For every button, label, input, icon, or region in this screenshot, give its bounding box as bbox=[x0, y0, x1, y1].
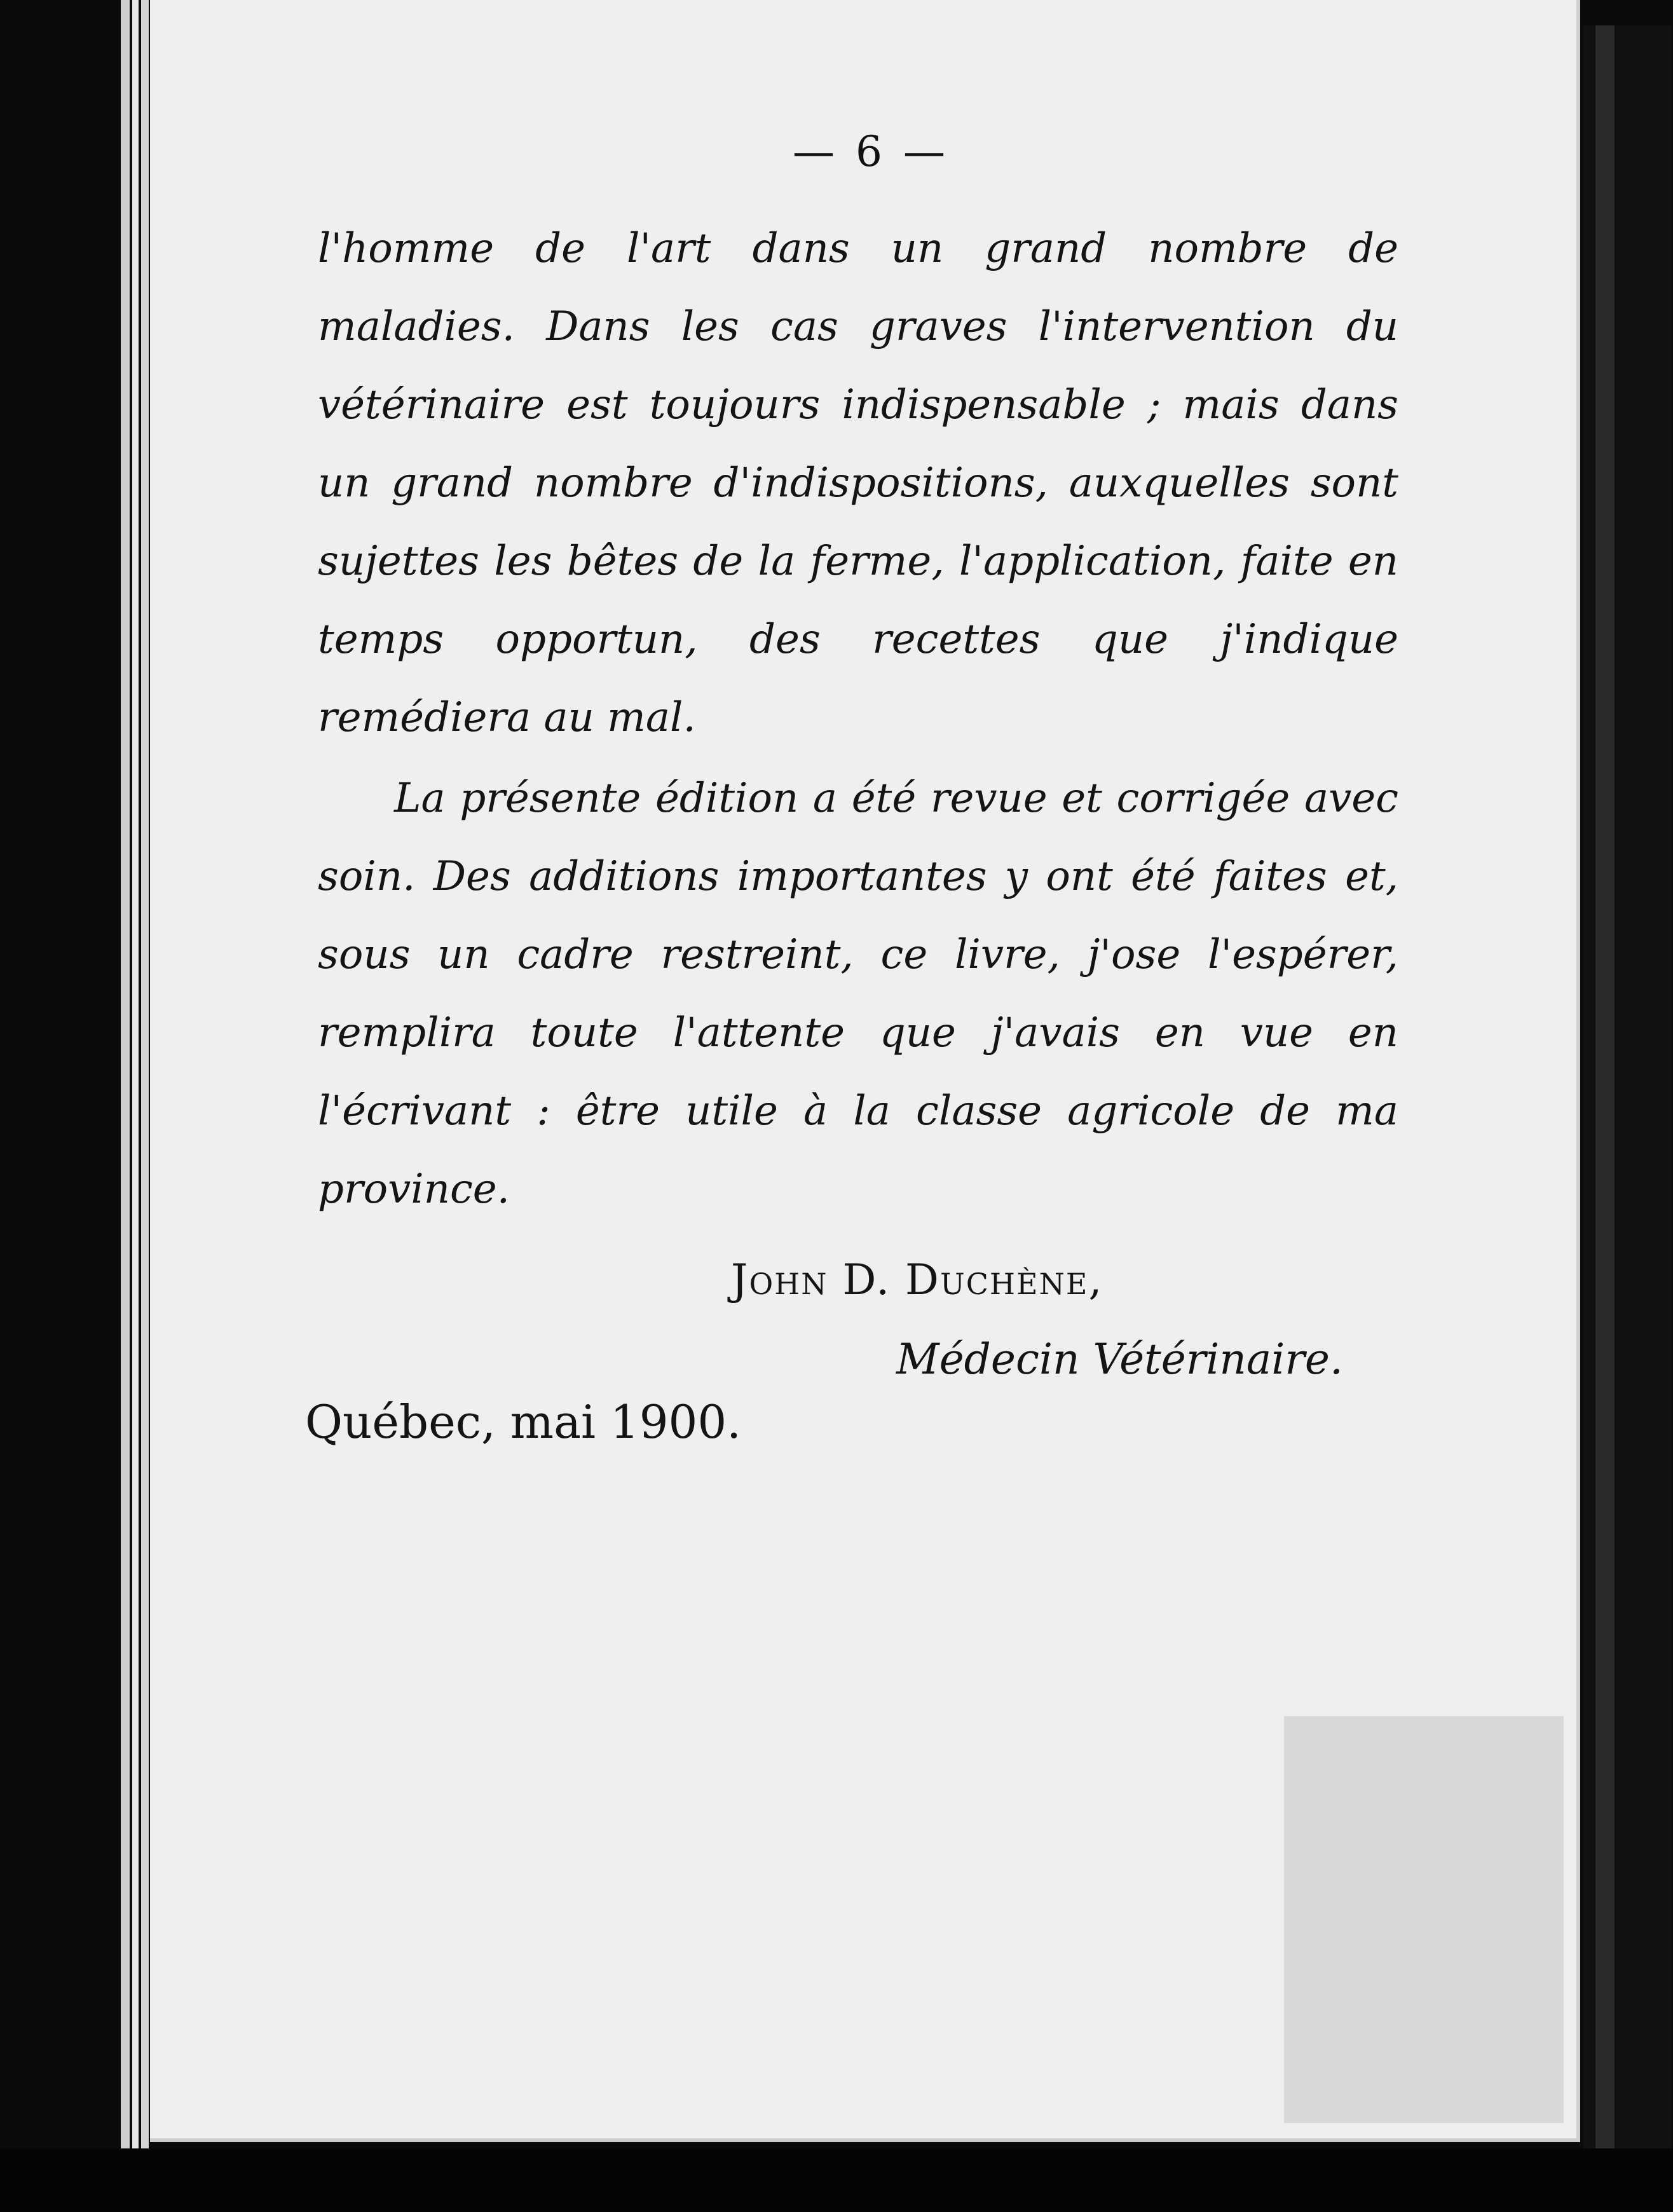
signature-title: Médecin Vétérinaire. bbox=[896, 1335, 1343, 1384]
page-edge bbox=[132, 0, 139, 2174]
binding-strip bbox=[1595, 25, 1615, 2212]
page-number: — 6 — bbox=[793, 127, 949, 176]
page-edge bbox=[141, 0, 149, 2161]
signature-name: John D. Duchène, bbox=[731, 1255, 1103, 1304]
bottom-scan-border bbox=[0, 2148, 1673, 2212]
page-edge bbox=[121, 0, 130, 2187]
paragraph-1: l'homme de l'art dans un grand nombre de maladies. Dans les cas graves l'intervention du vétérinaire est toujours indispensable ; mais dans un grand nombre d'indispositions, auxquelles sont sujettes les bêtes de la ferme, l'application, faite en temps opportun, des recettes que j'indique remédiera au mal. bbox=[318, 225, 1398, 741]
paper-stain bbox=[1284, 1716, 1564, 2123]
right-binding-band bbox=[1583, 25, 1672, 2212]
paragraph-2: La présente édition a été revue et corrigée avec soin. Des additions importantes y ont été faites et, sous un cadre restreint, ce livre, j'ose l'espérer, remplira toute l'attente que j'avais en vue en l'écrivant : être utile à la classe agricole de ma province. bbox=[318, 775, 1398, 1213]
place-date: Québec, mai 1900. bbox=[305, 1395, 742, 1449]
